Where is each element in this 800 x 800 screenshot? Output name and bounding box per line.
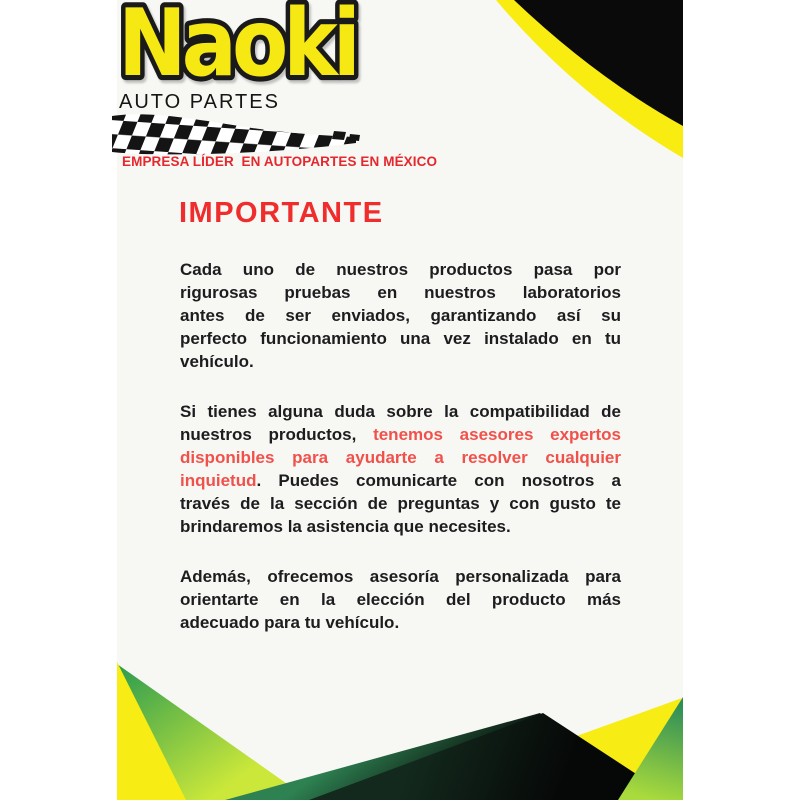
text-run: través de la sección de preguntas y con gusto te [180,494,621,513]
highlighted-text-run: tenemos asesores expertos [373,425,621,444]
text-run: Además, ofrecemos asesoría personalizada para [180,567,621,586]
body-line [180,611,621,634]
body-line [180,588,621,611]
logo-text: Naoki [118,0,356,98]
text-run: orientarte en la elección del producto más [180,590,621,609]
text-run: perfecto funcionamiento una vez instalado en tu [180,329,621,348]
text-run: Cada uno de nuestros productos pasa por [180,260,621,279]
body-line [180,446,621,469]
body-line [180,469,621,492]
body-line [180,327,621,350]
highlighted-text-run: inquietud [180,471,257,490]
brand-subtitle: AUTO PARTES [119,91,280,113]
text-run: vehículo. [180,352,254,371]
body-line [180,258,621,281]
body-line [180,492,621,515]
body-line [180,281,621,304]
text-run: brindaremos la asistencia que necesites. [180,517,511,536]
highlighted-text-run: disponibles para ayudarte a resolver cualquier [180,448,621,467]
section-heading: IMPORTANTE [179,197,384,229]
text-run: Si tienes alguna duda sobre la compatibilidad de [180,402,621,421]
paragraph [180,258,621,373]
body-line [180,304,621,327]
paragraph [180,565,621,634]
text-run: adecuado para tu vehículo. [180,613,400,632]
body-line [180,423,621,446]
text-run: . Puedes comunicarte con nosotros a [256,471,621,490]
text-run: antes de ser enviados, garantizando así su [180,306,621,325]
body-line [180,350,621,373]
text-run: nuestros productos, [180,425,374,444]
body-line [180,400,621,423]
naoki-logo [110,0,410,102]
paragraph [180,400,621,538]
body-line [180,515,621,538]
body-text [180,258,621,661]
body-line [180,565,621,588]
brand-tagline: EMPRESA LÍDER EN AUTOPARTES EN MÉXICO [122,154,438,169]
text-run: rigurosas pruebas en nuestros laboratorios [180,283,621,302]
